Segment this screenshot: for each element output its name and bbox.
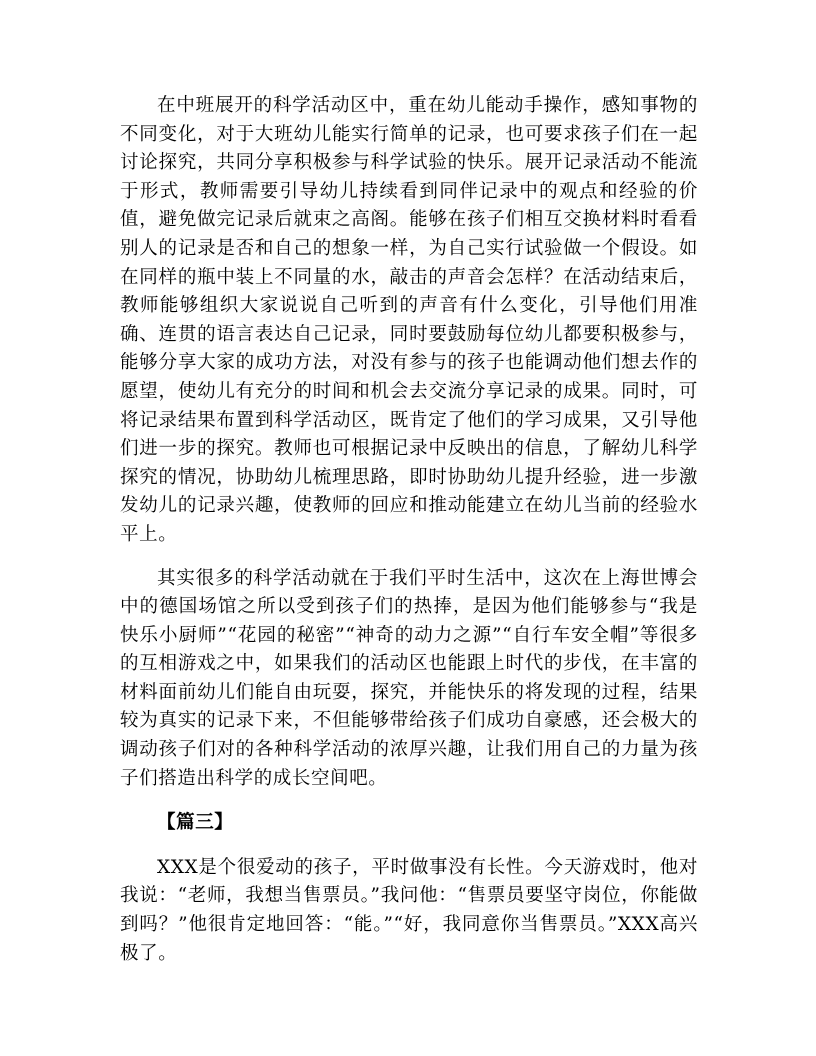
- paragraph-1: 在中班展开的科学活动区中，重在幼儿能动手操作，感知事物的不同变化，对于大班幼儿能实行简单的记录，也可要求孩子们在一起讨论探究，共同分享积极参与科学试验的快乐。展开记录活动不能流于形式，教师需要引导幼儿持续看到同伴记录中的观点和经验的价值，避免做完记录后就束之高阁。能够在孩子们相互交换材料时看看别人的记录是否和自己的想象一样，为自己实行试验做一个假设。如在同样的瓶中装上不同量的水，敲击的声音会怎样？在活动结束后，教师能够组织大家说说自己听到的声音有什么变化，引导他们用准确、连贯的语言表达自己记录，同时要鼓励每位幼儿都要积极参与，能够分享大家的成功方法，对没有参与的孩子也能调动他们想去作的愿望，使幼儿有充分的时间和机会去交流分享记录的成果。同时，可将记录结果布置到科学活动区，既肯定了他们的学习成果，又引导他们进一步的探究。教师也可根据记录中反映出的信息，了解幼儿科学探究的情况，协助幼儿梳理思路，即时协助幼儿提升经验，进一步激发幼儿的记录兴趣，使教师的回应和推动能建立在幼儿当前的经验水平上。: [120, 95, 698, 545]
- section-heading: 【篇三】: [157, 812, 234, 834]
- paragraph-3: XXX是个很爱动的孩子，平时做事没有长性。今天游戏时，他对我说：“老师，我想当售票员。”我问他：“售票员要坚守岗位，你能做到吗？”他很肯定地回答：“能。”“好，我同意你当售票员。”XXX高兴极了。: [120, 856, 698, 964]
- document-body: [120, 92, 698, 968]
- paragraph-2: 其实很多的科学活动就在于我们平时生活中，这次在上海世博会中的德国场馆之所以受到孩子们的热捧，是因为他们能够参与“我是快乐小厨师”“花园的秘密”“神奇的动力之源”“自行车安全帽”等很多的互相游戏之中，如果我们的活动区也能跟上时代的步伐，在丰富的材料面前幼儿们能自由玩耍，探究，并能快乐的将发现的过程，结果较为真实的记录下来，不但能够带给孩子们成功自豪感，还会极大的调动孩子们对的各种科学活动的浓厚兴趣，让我们用自己的力量为孩子们搭造出科学的成长空间吧。: [120, 567, 698, 789]
